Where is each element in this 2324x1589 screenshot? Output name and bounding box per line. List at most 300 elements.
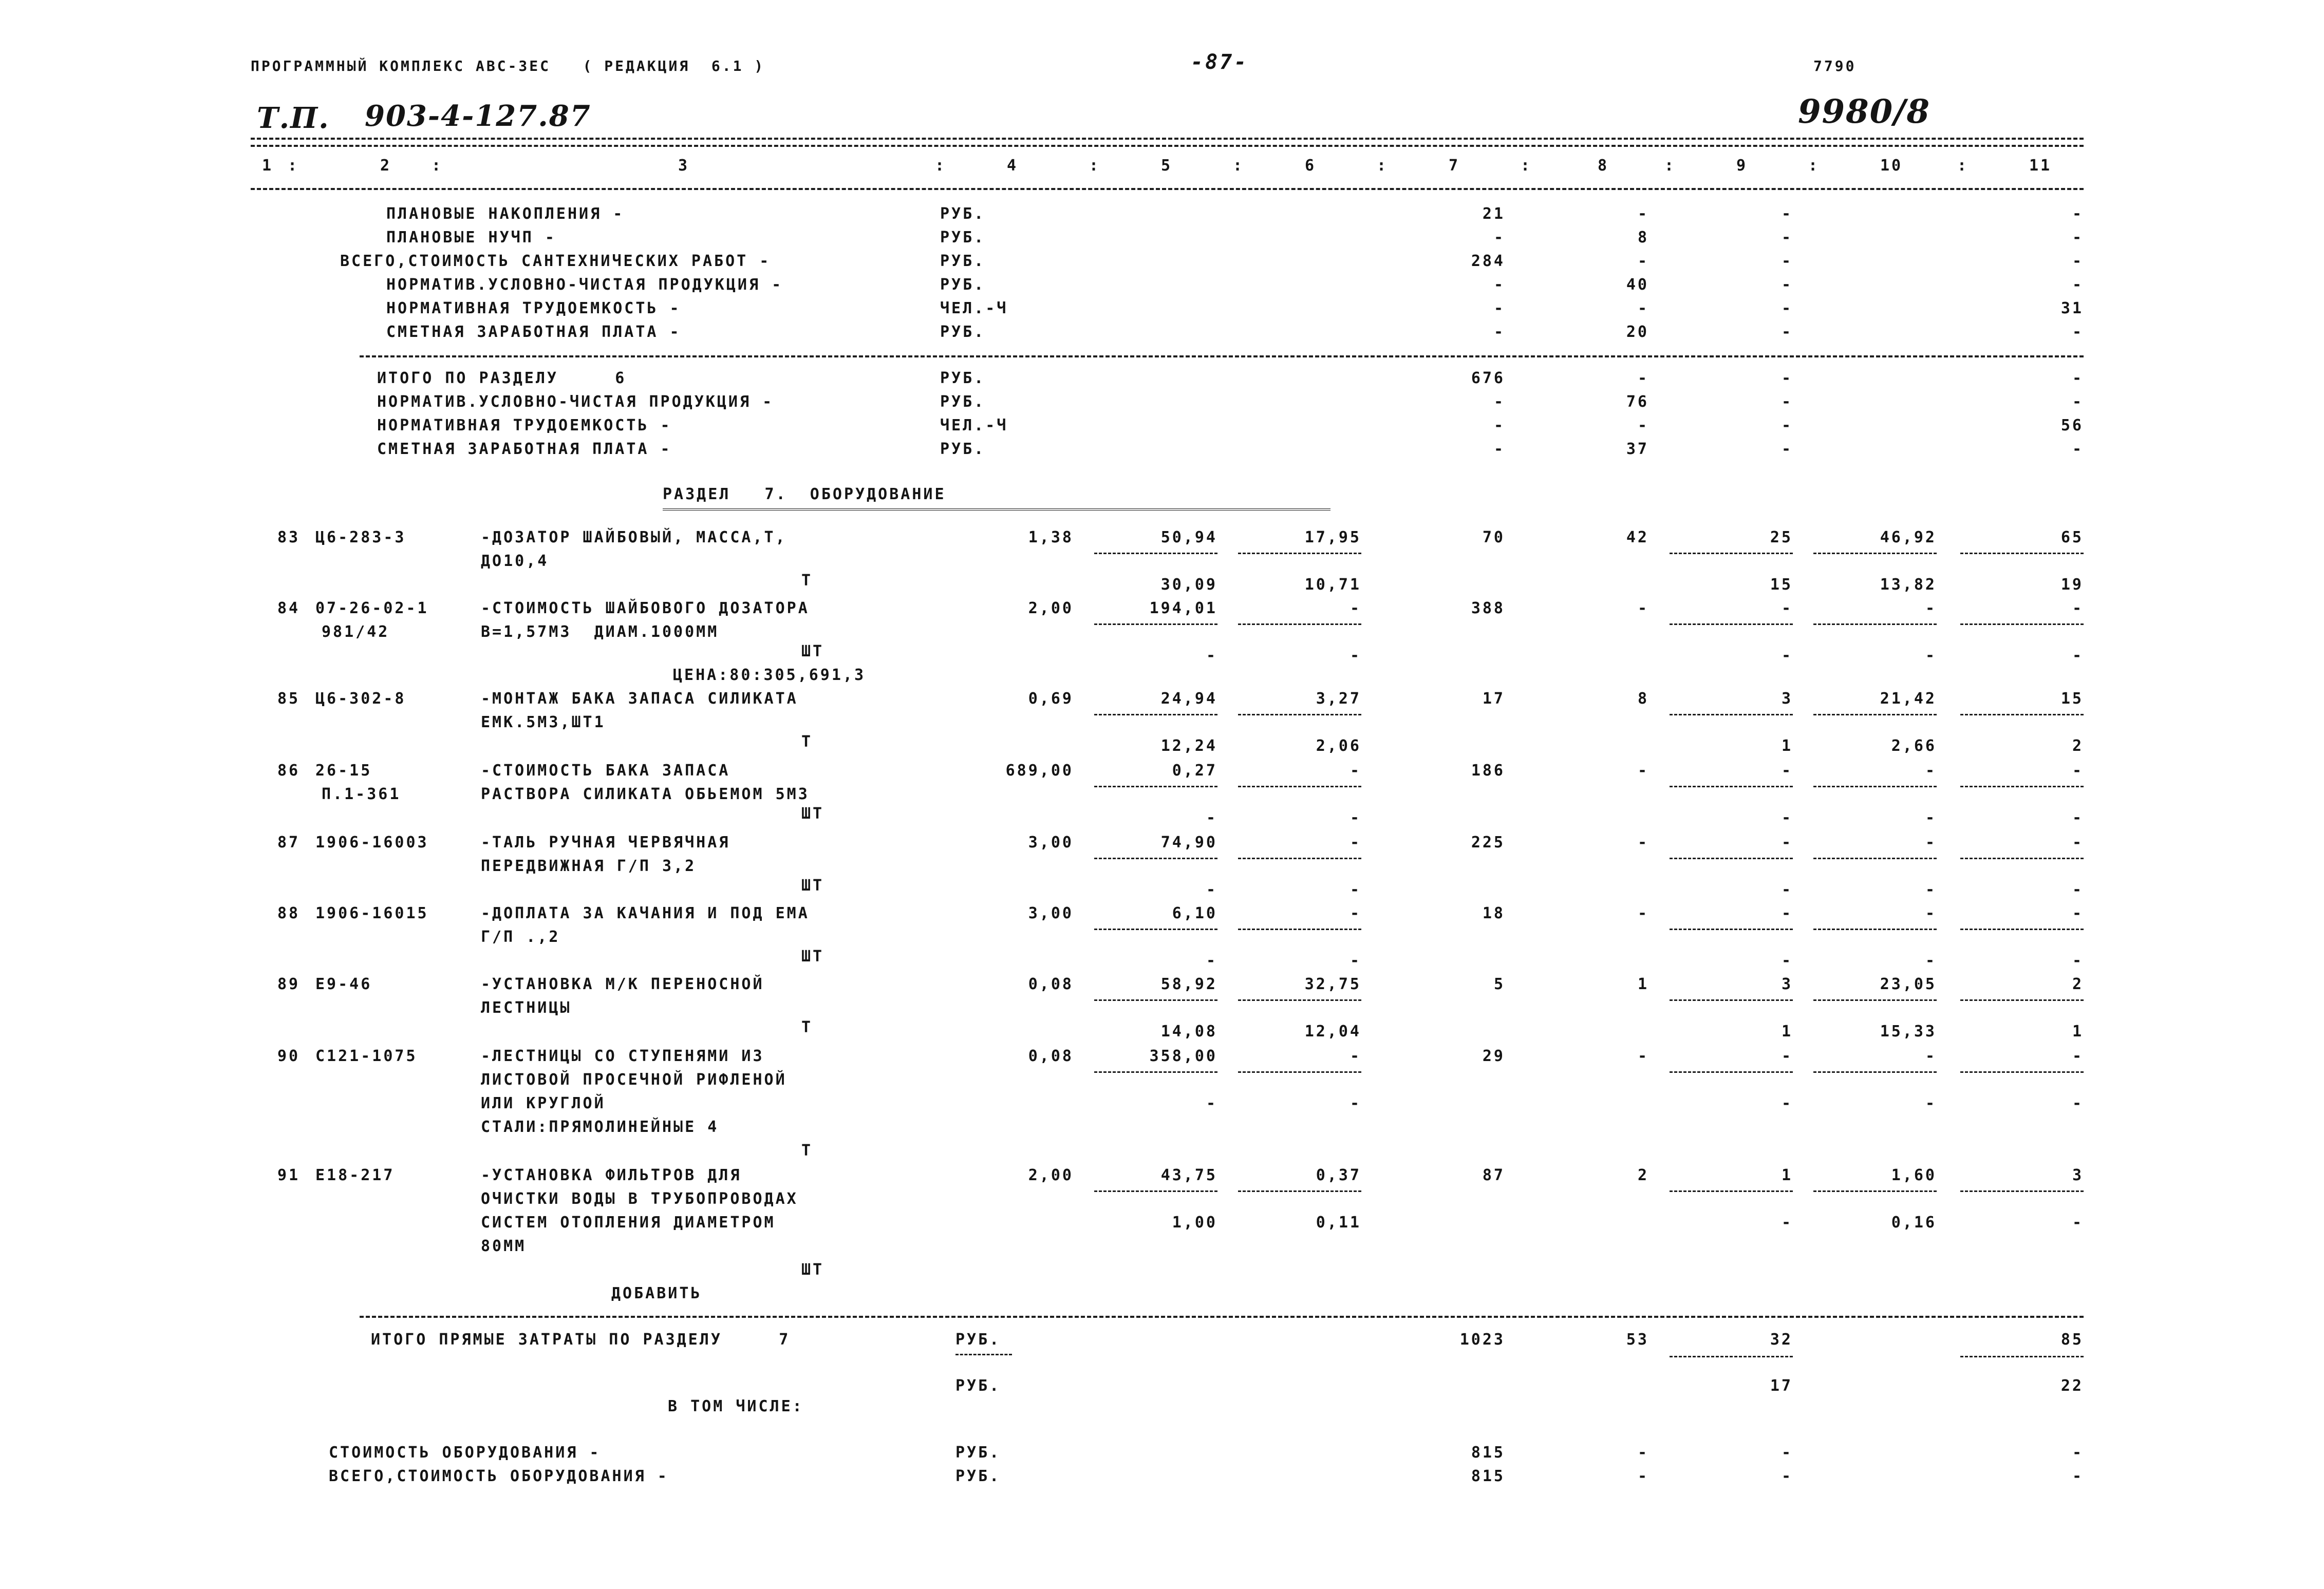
tp-number: 903-4-127.87 <box>365 99 591 133</box>
total-c9-secondary: 17 <box>1770 1377 1793 1395</box>
summary-unit: ЧЕЛ.-Ч <box>940 299 1008 317</box>
column-number-10: 10 <box>1880 157 1903 175</box>
item-quantity: 3,00 <box>1028 834 1074 852</box>
item-unit: ШТ <box>801 642 824 660</box>
footer-c8: - <box>1637 1467 1649 1485</box>
item-c11: - <box>2072 834 2084 852</box>
item-c9-secondary: 15 <box>1770 576 1793 594</box>
item-c9: 25 <box>1770 528 1793 546</box>
section-6-total-rule <box>360 355 2084 357</box>
item-rule-c11 <box>1960 786 2084 787</box>
item-code: 1906-16015 <box>315 904 429 922</box>
summary-c7: 284 <box>1471 252 1505 270</box>
item-quantity: 2,00 <box>1028 599 1074 617</box>
column-separator: : <box>935 157 947 175</box>
item-quantity: 1,38 <box>1028 528 1074 546</box>
item-rule-c5 <box>1094 999 1217 1001</box>
summary-c7: - <box>1493 440 1505 458</box>
summary-label: ВСЕГО,СТОИМОСТЬ САНТЕХНИЧЕСКИХ РАБОТ - <box>340 252 771 270</box>
footer-unit: РУБ. <box>955 1467 1001 1485</box>
footer-label: СТОИМОСТЬ ОБОРУДОВАНИЯ - <box>329 1444 601 1462</box>
item-c11: - <box>2072 1047 2084 1065</box>
item-c9-secondary: - <box>1781 1094 1793 1112</box>
item-c9: 3 <box>1781 690 1793 708</box>
item-c8: - <box>1637 904 1649 922</box>
item-rule-c5 <box>1094 1190 1217 1192</box>
item-description-line: -ДОПЛАТА ЗА КАЧАНИЯ И ПОД ЕМА <box>481 904 810 922</box>
column-separator: : <box>1377 157 1389 175</box>
item-rule-c9 <box>1670 858 1793 859</box>
item-c6: 17,95 <box>1304 528 1361 546</box>
document-code: 7790 <box>1813 58 1857 74</box>
item-c6-secondary: - <box>1350 1094 1361 1112</box>
item-c6-secondary: 12,04 <box>1304 1023 1361 1041</box>
footer-c7: 815 <box>1471 1467 1505 1485</box>
item-code: Е9-46 <box>315 975 372 993</box>
summary-c11: - <box>2072 276 2084 294</box>
summary-c9: - <box>1781 440 1793 458</box>
total-c7: 1023 <box>1459 1331 1505 1349</box>
item-rule-c6 <box>1238 1190 1361 1192</box>
item-c11-secondary: - <box>2072 881 2084 899</box>
item-c11-secondary: 2 <box>2072 737 2084 755</box>
item-rule-c9 <box>1670 999 1793 1001</box>
summary-label: НОРМАТИВ.УСЛОВНО-ЧИСТАЯ ПРОДУКЦИЯ - <box>377 393 774 411</box>
item-c5: 358,00 <box>1149 1047 1217 1065</box>
item-rule-c5 <box>1094 786 1217 787</box>
item-c9: 3 <box>1781 975 1793 993</box>
item-c10-secondary: 15,33 <box>1880 1023 1937 1041</box>
summary-c11: 31 <box>2060 299 2084 317</box>
item-c5-secondary: - <box>1206 647 1217 665</box>
item-rule-c9 <box>1670 929 1793 930</box>
item-description-line: СТАЛИ:ПРЯМОЛИНЕЙНЫЕ 4 <box>481 1118 719 1136</box>
column-number-8: 8 <box>1598 157 1609 175</box>
item-c7: 29 <box>1482 1047 1505 1065</box>
column-number-4: 4 <box>1007 157 1019 175</box>
item-c5-secondary: - <box>1206 809 1217 827</box>
footer-label: ВСЕГО,СТОИМОСТЬ ОБОРУДОВАНИЯ - <box>329 1467 669 1485</box>
item-rule-c11 <box>1960 858 2084 859</box>
item-c8: 8 <box>1637 690 1649 708</box>
item-c7: 17 <box>1482 690 1505 708</box>
footer-c9: - <box>1781 1467 1793 1485</box>
item-code: Е18-217 <box>315 1166 395 1184</box>
item-rule-c11 <box>1960 1190 2084 1192</box>
summary-label: НОРМАТИВНАЯ ТРУДОЕМКОСТЬ - <box>386 299 681 317</box>
summary-c7: 21 <box>1482 205 1505 223</box>
column-separator: : <box>1957 157 1969 175</box>
item-c6: - <box>1350 599 1361 617</box>
item-rule-c6 <box>1238 999 1361 1001</box>
column-number-3: 3 <box>678 157 690 175</box>
item-unit: Т <box>801 572 813 590</box>
item-c5: 24,94 <box>1160 690 1217 708</box>
item-c10-secondary: 13,82 <box>1880 576 1937 594</box>
item-c10: - <box>1925 599 1937 617</box>
summary-c8: 20 <box>1626 323 1649 341</box>
header-rule-bottom <box>251 188 2084 190</box>
footer-c8: - <box>1637 1444 1649 1462</box>
header-rule-top-2 <box>251 145 2084 147</box>
item-c7: 87 <box>1482 1166 1505 1184</box>
item-code-secondary: 981/42 <box>322 623 390 641</box>
summary-c11: - <box>2072 252 2084 270</box>
total-c11: 85 <box>2060 1331 2084 1349</box>
item-rule-c6 <box>1238 714 1361 715</box>
item-description-line: ПЕРЕДВИЖНАЯ Г/П 3,2 <box>481 857 697 875</box>
item-c9: - <box>1781 904 1793 922</box>
item-number: 91 <box>277 1166 301 1184</box>
item-c5: 6,10 <box>1172 904 1217 922</box>
item-c11-secondary: - <box>2072 1094 2084 1112</box>
item-description-line: ЛЕСТНИЦЫ <box>481 999 572 1017</box>
footer-c11: - <box>2072 1444 2084 1462</box>
summary-c8: - <box>1637 417 1649 434</box>
item-c8: - <box>1637 1047 1649 1065</box>
item-c10: 46,92 <box>1880 528 1937 546</box>
item-c9-secondary: - <box>1781 881 1793 899</box>
item-c6-secondary: 0,11 <box>1316 1214 1361 1232</box>
item-c11: - <box>2072 904 2084 922</box>
item-c10: - <box>1925 834 1937 852</box>
item-c7: 70 <box>1482 528 1505 546</box>
column-number-7: 7 <box>1449 157 1460 175</box>
summary-c7: - <box>1493 276 1505 294</box>
column-number-9: 9 <box>1736 157 1748 175</box>
column-number-11: 11 <box>2029 157 2052 175</box>
item-c11-secondary: 1 <box>2072 1023 2084 1041</box>
item-rule-c11 <box>1960 553 2084 554</box>
item-c8: 1 <box>1637 975 1649 993</box>
item-c10: 23,05 <box>1880 975 1937 993</box>
tp-label: Т.П. <box>257 101 330 135</box>
item-description-line: ДО10,4 <box>481 552 549 570</box>
section-title: РАЗДЕЛ 7. ОБОРУДОВАНИЕ <box>663 485 946 503</box>
item-rule-c11 <box>1960 623 2084 625</box>
item-rule-c6 <box>1238 929 1361 930</box>
item-c9-secondary: - <box>1781 809 1793 827</box>
summary-c9: - <box>1781 393 1793 411</box>
item-rule-c11 <box>1960 929 2084 930</box>
item-code: Ц6-302-8 <box>315 690 406 708</box>
item-c6-secondary: - <box>1350 809 1361 827</box>
item-quantity: 0,08 <box>1028 1047 1074 1065</box>
total-unit-secondary: РУБ. <box>955 1377 1001 1395</box>
item-number: 89 <box>277 975 301 993</box>
summary-c7: - <box>1493 393 1505 411</box>
summary-label: СМЕТНАЯ ЗАРАБОТНАЯ ПЛАТА - <box>377 440 672 458</box>
summary-label: ПЛАНОВЫЕ НАКОПЛЕНИЯ - <box>386 205 625 223</box>
item-c10-secondary: - <box>1925 1094 1937 1112</box>
item-c11-secondary: - <box>2072 647 2084 665</box>
item-c5-secondary: 14,08 <box>1160 1023 1217 1041</box>
item-c10: - <box>1925 904 1937 922</box>
page-number: -87- <box>1191 50 1249 74</box>
item-rule-c11 <box>1960 714 2084 715</box>
item-rule-c9 <box>1670 623 1793 625</box>
item-description-line: ОЧИСТКИ ВОДЫ В ТРУБОПРОВОДАХ <box>481 1190 798 1208</box>
item-c6: - <box>1350 834 1361 852</box>
item-description-line: ЕМК.5М3,ШТ1 <box>481 713 606 731</box>
item-rule-c10 <box>1813 999 1937 1001</box>
item-c9-secondary: - <box>1781 647 1793 665</box>
item-c6-secondary: - <box>1350 952 1361 970</box>
item-c9: - <box>1781 762 1793 780</box>
item-number: 87 <box>277 834 301 852</box>
item-c11: 65 <box>2060 528 2084 546</box>
item-number: 86 <box>277 762 301 780</box>
total-c11-secondary: 22 <box>2060 1377 2084 1395</box>
item-c5: 50,94 <box>1160 528 1217 546</box>
summary-c9: - <box>1781 323 1793 341</box>
summary-label: НОРМАТИВНАЯ ТРУДОЕМКОСТЬ - <box>377 417 672 434</box>
item-c5: 0,27 <box>1172 762 1217 780</box>
summary-c11: - <box>2072 440 2084 458</box>
item-c5-secondary: - <box>1206 952 1217 970</box>
total-label: ИТОГО ПРЯМЫЕ ЗАТРАТЫ ПО РАЗДЕЛУ 7 <box>371 1331 791 1349</box>
column-number-2: 2 <box>380 157 392 175</box>
item-rule-c11 <box>1960 1071 2084 1073</box>
item-c11: 2 <box>2072 975 2084 993</box>
item-c6-secondary: - <box>1350 647 1361 665</box>
item-description-line: -СТОИМОСТЬ БАКА ЗАПАСА <box>481 762 730 780</box>
item-description-line: ЛИСТОВОЙ ПРОСЕЧНОЙ РИФЛЕНОЙ <box>481 1071 787 1089</box>
item-unit: Т <box>801 1018 813 1036</box>
item-c10-secondary: - <box>1925 952 1937 970</box>
item-code-secondary: П.1-361 <box>322 785 401 803</box>
summary-c9: - <box>1781 252 1793 270</box>
item-unit: ШТ <box>801 805 824 823</box>
item-c8: - <box>1637 599 1649 617</box>
item-number: 90 <box>277 1047 301 1065</box>
summary-unit: ЧЕЛ.-Ч <box>940 417 1008 434</box>
item-c5-secondary: 30,09 <box>1160 576 1217 594</box>
item-rule-c10 <box>1813 1071 1937 1073</box>
footer-unit: РУБ. <box>955 1444 1001 1462</box>
summary-c8: - <box>1637 369 1649 387</box>
item-c7: 18 <box>1482 904 1505 922</box>
item-c7: 186 <box>1471 762 1505 780</box>
summary-c7: - <box>1493 299 1505 317</box>
column-number-6: 6 <box>1305 157 1317 175</box>
total-rule-c9 <box>1670 1356 1793 1357</box>
item-c6-secondary: 10,71 <box>1304 576 1361 594</box>
item-c10: - <box>1925 1047 1937 1065</box>
item-c6: 32,75 <box>1304 975 1361 993</box>
header-rule-top <box>251 138 2084 140</box>
column-separator: : <box>1233 157 1245 175</box>
item-code: 07-26-02-1 <box>315 599 429 617</box>
item-c5-secondary: 1,00 <box>1172 1214 1217 1232</box>
item-c8: 2 <box>1637 1166 1649 1184</box>
item-c9-secondary: - <box>1781 952 1793 970</box>
item-c11-secondary: 19 <box>2060 576 2084 594</box>
summary-c9: - <box>1781 205 1793 223</box>
item-unit: ШТ <box>801 877 824 895</box>
summary-c9: - <box>1781 229 1793 247</box>
total-c9: 32 <box>1770 1331 1793 1349</box>
item-c6-secondary: - <box>1350 881 1361 899</box>
summary-c9: - <box>1781 417 1793 434</box>
item-c6-secondary: 2,06 <box>1316 737 1361 755</box>
item-c10-secondary: - <box>1925 647 1937 665</box>
item-rule-c9 <box>1670 1071 1793 1073</box>
summary-label: ИТОГО ПО РАЗДЕЛУ 6 <box>377 369 627 387</box>
item-c6: 3,27 <box>1316 690 1361 708</box>
item-code: 1906-16003 <box>315 834 429 852</box>
item-c11-secondary: - <box>2072 1214 2084 1232</box>
item-description-line: -МОНТАЖ БАКА ЗАПАСА СИЛИКАТА <box>481 690 798 708</box>
item-c9: 1 <box>1781 1166 1793 1184</box>
item-c7: 388 <box>1471 599 1505 617</box>
column-separator: : <box>1808 157 1820 175</box>
column-number-5: 5 <box>1161 157 1173 175</box>
summary-c8: - <box>1637 299 1649 317</box>
summary-label: ПЛАНОВЫЕ НУЧП - <box>386 229 556 247</box>
total-unit-rule <box>955 1354 1012 1355</box>
summary-label: СМЕТНАЯ ЗАРАБОТНАЯ ПЛАТА - <box>386 323 681 341</box>
item-unit: ШТ <box>801 1261 824 1279</box>
item-c11: 15 <box>2060 690 2084 708</box>
item-unit: ШТ <box>801 948 824 966</box>
footer-c11: - <box>2072 1467 2084 1485</box>
item-rule-c5 <box>1094 858 1217 859</box>
summary-unit: РУБ. <box>940 369 986 387</box>
total-rule <box>360 1316 2084 1318</box>
item-quantity: 0,08 <box>1028 975 1074 993</box>
item-rule-c9 <box>1670 1190 1793 1192</box>
column-number-1: 1 <box>262 157 274 175</box>
item-c8: - <box>1637 834 1649 852</box>
item-price-note: ЦЕНА:80:305,691,3 <box>673 666 866 684</box>
item-description-line: ИЛИ КРУГЛОЙ <box>481 1094 606 1112</box>
item-c6: - <box>1350 762 1361 780</box>
item-c9-secondary: - <box>1781 1214 1793 1232</box>
item-c9-secondary: 1 <box>1781 1023 1793 1041</box>
summary-c11: 56 <box>2060 417 2084 434</box>
add-label: ДОБАВИТЬ <box>611 1284 702 1302</box>
summary-unit: РУБ. <box>940 252 986 270</box>
item-c5: 194,01 <box>1149 599 1217 617</box>
item-description-line: Г/П .,2 <box>481 928 560 946</box>
summary-c8: - <box>1637 205 1649 223</box>
summary-unit: РУБ. <box>940 229 986 247</box>
item-c9: - <box>1781 834 1793 852</box>
item-c9: - <box>1781 1047 1793 1065</box>
item-number: 88 <box>277 904 301 922</box>
summary-unit: РУБ. <box>940 276 986 294</box>
summary-c9: - <box>1781 369 1793 387</box>
item-c10: 1,60 <box>1891 1166 1937 1184</box>
item-rule-c5 <box>1094 1071 1217 1073</box>
summary-c9: - <box>1781 276 1793 294</box>
item-c10-secondary: - <box>1925 881 1937 899</box>
item-rule-c10 <box>1813 623 1937 625</box>
summary-c11: - <box>2072 229 2084 247</box>
summary-c8: - <box>1637 252 1649 270</box>
summary-c11: - <box>2072 205 2084 223</box>
item-code: С121-1075 <box>315 1047 418 1065</box>
item-c11: - <box>2072 599 2084 617</box>
total-rule-c11 <box>1960 1356 2084 1357</box>
footer-c9: - <box>1781 1444 1793 1462</box>
item-description-line: СИСТЕМ ОТОПЛЕНИЯ ДИАМЕТРОМ <box>481 1214 776 1232</box>
item-c7: 5 <box>1493 975 1505 993</box>
item-c6: - <box>1350 904 1361 922</box>
item-rule-c6 <box>1238 786 1361 787</box>
column-separator: : <box>432 157 443 175</box>
item-quantity: 2,00 <box>1028 1166 1074 1184</box>
item-c11-secondary: - <box>2072 952 2084 970</box>
item-description-line: 80ММ <box>481 1237 527 1255</box>
item-rule-c5 <box>1094 929 1217 930</box>
item-description-line: В=1,57М3 ДИАМ.1000ММ <box>481 623 719 641</box>
item-rule-c10 <box>1813 858 1937 859</box>
including-label: В ТОМ ЧИСЛЕ: <box>668 1397 804 1415</box>
total-c8: 53 <box>1626 1331 1649 1349</box>
item-c11: 3 <box>2072 1166 2084 1184</box>
summary-c11: - <box>2072 323 2084 341</box>
item-c5-secondary: 12,24 <box>1160 737 1217 755</box>
item-c6: 0,37 <box>1316 1166 1361 1184</box>
summary-c7: - <box>1493 229 1505 247</box>
summary-c8: 76 <box>1626 393 1649 411</box>
item-c11: - <box>2072 762 2084 780</box>
item-c5: 74,90 <box>1160 834 1217 852</box>
item-rule-c9 <box>1670 786 1793 787</box>
summary-c11: - <box>2072 369 2084 387</box>
item-description-line: РАСТВОРА СИЛИКАТА ОБЬЕМОМ 5М3 <box>481 785 810 803</box>
item-rule-c10 <box>1813 1190 1937 1192</box>
summary-c8: 37 <box>1626 440 1649 458</box>
item-description-line: -СТОИМОСТЬ ШАЙБОВОГО ДОЗАТОРА <box>481 599 810 617</box>
item-c11-secondary: - <box>2072 809 2084 827</box>
program-header: ПРОГРАММНЫЙ КОМПЛЕКС АВС-ЗЕС ( РЕДАКЦИЯ 6.1 ) <box>251 58 765 74</box>
item-number: 84 <box>277 599 301 617</box>
section-title-underline <box>663 508 1330 510</box>
item-unit: Т <box>801 733 813 751</box>
item-description-line: -УСТАНОВКА ФИЛЬТРОВ ДЛЯ <box>481 1166 742 1184</box>
item-c8: - <box>1637 762 1649 780</box>
column-separator: : <box>1089 157 1101 175</box>
item-rule-c5 <box>1094 714 1217 715</box>
summary-c7: - <box>1493 417 1505 434</box>
item-number: 85 <box>277 690 301 708</box>
item-c9-secondary: 1 <box>1781 737 1793 755</box>
item-description-line: -ДОЗАТОР ШАЙБОВЫЙ, МАССА,Т, <box>481 528 787 546</box>
summary-c11: - <box>2072 393 2084 411</box>
item-rule-c5 <box>1094 553 1217 554</box>
item-rule-c10 <box>1813 786 1937 787</box>
item-rule-c9 <box>1670 553 1793 554</box>
item-c5-secondary: - <box>1206 1094 1217 1112</box>
summary-c9: - <box>1781 299 1793 317</box>
column-separator: : <box>288 157 299 175</box>
column-separator: : <box>1664 157 1676 175</box>
footer-c7: 815 <box>1471 1444 1505 1462</box>
item-rule-c11 <box>1960 999 2084 1001</box>
item-description-line: -УСТАНОВКА М/К ПЕРЕНОСНОЙ <box>481 975 764 993</box>
item-c10-secondary: 0,16 <box>1891 1214 1937 1232</box>
summary-c7: - <box>1493 323 1505 341</box>
item-rule-c10 <box>1813 553 1937 554</box>
item-rule-c9 <box>1670 714 1793 715</box>
item-rule-c6 <box>1238 1071 1361 1073</box>
item-description-line: -ЛЕСТНИЦЫ СО СТУПЕНЯМИ ИЗ <box>481 1047 764 1065</box>
summary-label: НОРМАТИВ.УСЛОВНО-ЧИСТАЯ ПРОДУКЦИЯ - <box>386 276 783 294</box>
item-code: 26-15 <box>315 762 372 780</box>
